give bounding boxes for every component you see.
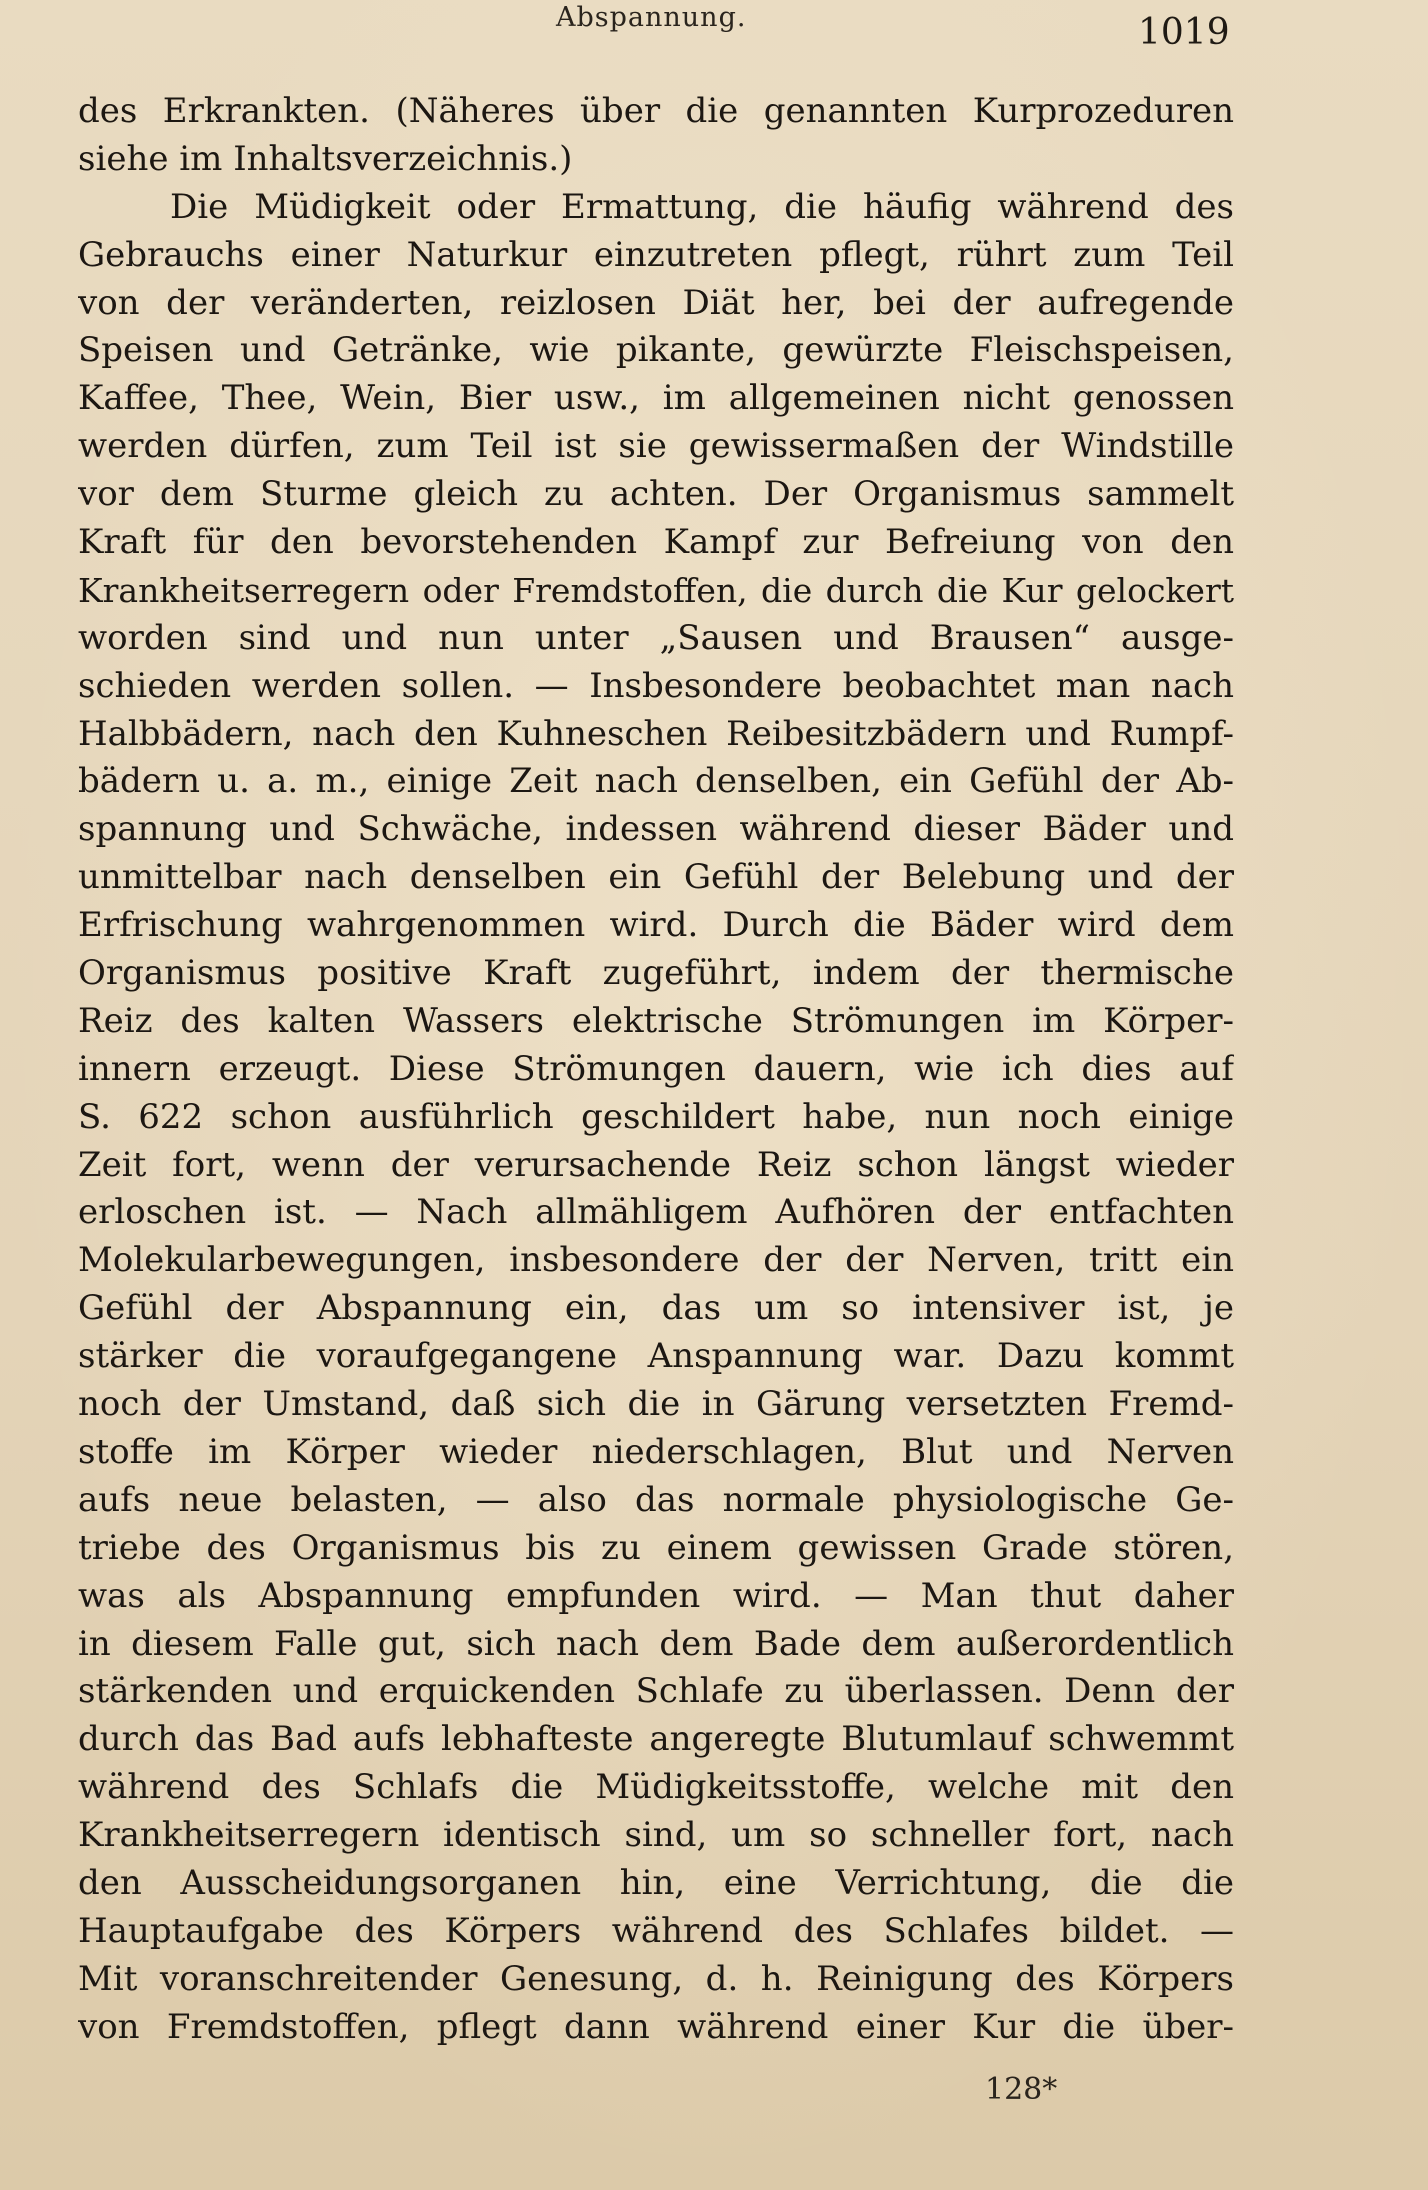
text-line: Mit voranschreitender Genesung, d. h. Reinigung des Körpers — [78, 1958, 1234, 1999]
text-line: Erfrischung wahrgenommen wird. Durch die Bäder wird dem — [78, 905, 1234, 946]
text-line: stärkenden und erquickenden Schlafe zu überlassen. Denn der — [78, 1671, 1234, 1712]
page-number: 1019 — [1138, 12, 1230, 53]
text-line: siehe im Inhaltsverzeichnis.) — [78, 138, 573, 179]
text-line: Die Müdigkeit oder Ermattung, die häufig während des — [170, 186, 1234, 227]
text-line: Halbbädern, nach den Kuhneschen Reibesitzbädern und Rumpf- — [78, 713, 1234, 754]
text-line: von der veränderten, reizlosen Diät her, bei der aufregende — [78, 282, 1234, 323]
text-line: erloschen ist. — Nach allmähligem Aufhören der entfachten — [78, 1192, 1234, 1233]
text-line: von Fremdstoffen, pflegt dann während einer Kur die über- — [78, 2006, 1234, 2047]
text-line: bädern u. a. m., einige Zeit nach denselben, ein Gefühl der Ab- — [78, 761, 1234, 802]
body-text — [78, 88, 1234, 2052]
text-line: Speisen und Getränke, wie pikante, gewürzte Fleischspeisen, — [78, 330, 1234, 371]
text-line: Gefühl der Abspannung ein, das um so intensiver ist, je — [78, 1288, 1234, 1329]
text-line: des Erkrankten. (Näheres über die genannten Kurprozeduren — [78, 91, 1234, 131]
text-line: aufs neue belasten, — also das normale physiologische Ge- — [78, 1479, 1234, 1520]
text-line: stoffe im Körper wieder niederschlagen, Blut und Nerven — [78, 1431, 1234, 1472]
text-line: was als Abspannung empfunden wird. — Man thut daher — [78, 1575, 1234, 1616]
text-line: Kaffee, Thee, Wein, Bier usw., im allgemeinen nicht genossen — [78, 378, 1234, 419]
text-line: schieden werden sollen. — Insbesondere beobachtet man nach — [78, 665, 1234, 706]
text-line: triebe des Organismus bis zu einem gewissen Grade stören, — [78, 1527, 1234, 1568]
running-head: Abspannung. — [556, 2, 747, 33]
text-line: stärker die voraufgegangene Anspannung war. Dazu kommt — [78, 1336, 1234, 1377]
text-line: Krankheitserregern oder Fremdstoffen, die durch die Kur gelockert — [78, 570, 1234, 610]
text-line: unmittelbar nach denselben ein Gefühl der Belebung und der — [78, 857, 1234, 898]
text-line: den Ausscheidungsorganen hin, eine Verrichtung, die die — [78, 1862, 1234, 1903]
text-line: Hauptaufgabe des Körpers während des Schlafes bildet. — — [78, 1910, 1234, 1951]
text-line: worden sind und nun unter „Sausen und Brausen“ ausge- — [78, 617, 1234, 658]
text-line: Kraft für den bevorstehenden Kampf zur Befreiung von den — [78, 522, 1234, 563]
text-line: vor dem Sturme gleich zu achten. Der Organismus sammelt — [78, 474, 1234, 515]
text-line: noch der Umstand, daß sich die in Gärung versetzten Fremd- — [78, 1384, 1234, 1425]
text-line: Molekularbewegungen, insbesondere der der Nerven, tritt ein — [78, 1240, 1234, 1281]
text-line: werden dürfen, zum Teil ist sie gewissermaßen der Windstille — [78, 426, 1234, 467]
text-line: Reiz des kalten Wassers elektrische Strömungen im Körper- — [78, 1000, 1234, 1041]
text-line: S. 622 schon ausführlich geschildert habe, nun noch einige — [78, 1096, 1234, 1137]
text-line: Organismus positive Kraft zugeführt, indem der thermische — [78, 953, 1234, 994]
text-line: Gebrauchs einer Naturkur einzutreten pflegt, rührt zum Teil — [78, 234, 1234, 275]
text-line: spannung und Schwäche, indessen während dieser Bäder und — [78, 809, 1234, 850]
signature-mark: 128* — [985, 2072, 1058, 2107]
text-line: durch das Bad aufs lebhafteste angeregte Blutumlauf schwemmt — [78, 1719, 1234, 1760]
text-line: in diesem Falle gut, sich nach dem Bade dem außerordentlich — [78, 1623, 1234, 1664]
text-line: Krankheitserregern identisch sind, um so schneller fort, nach — [78, 1815, 1234, 1856]
text-line: Zeit fort, wenn der verursachende Reiz schon längst wieder — [78, 1144, 1234, 1185]
text-line: während des Schlafs die Müdigkeitsstoffe, welche mit den — [78, 1767, 1234, 1808]
text-line: innern erzeugt. Diese Strömungen dauern, wie ich dies auf — [78, 1048, 1234, 1089]
